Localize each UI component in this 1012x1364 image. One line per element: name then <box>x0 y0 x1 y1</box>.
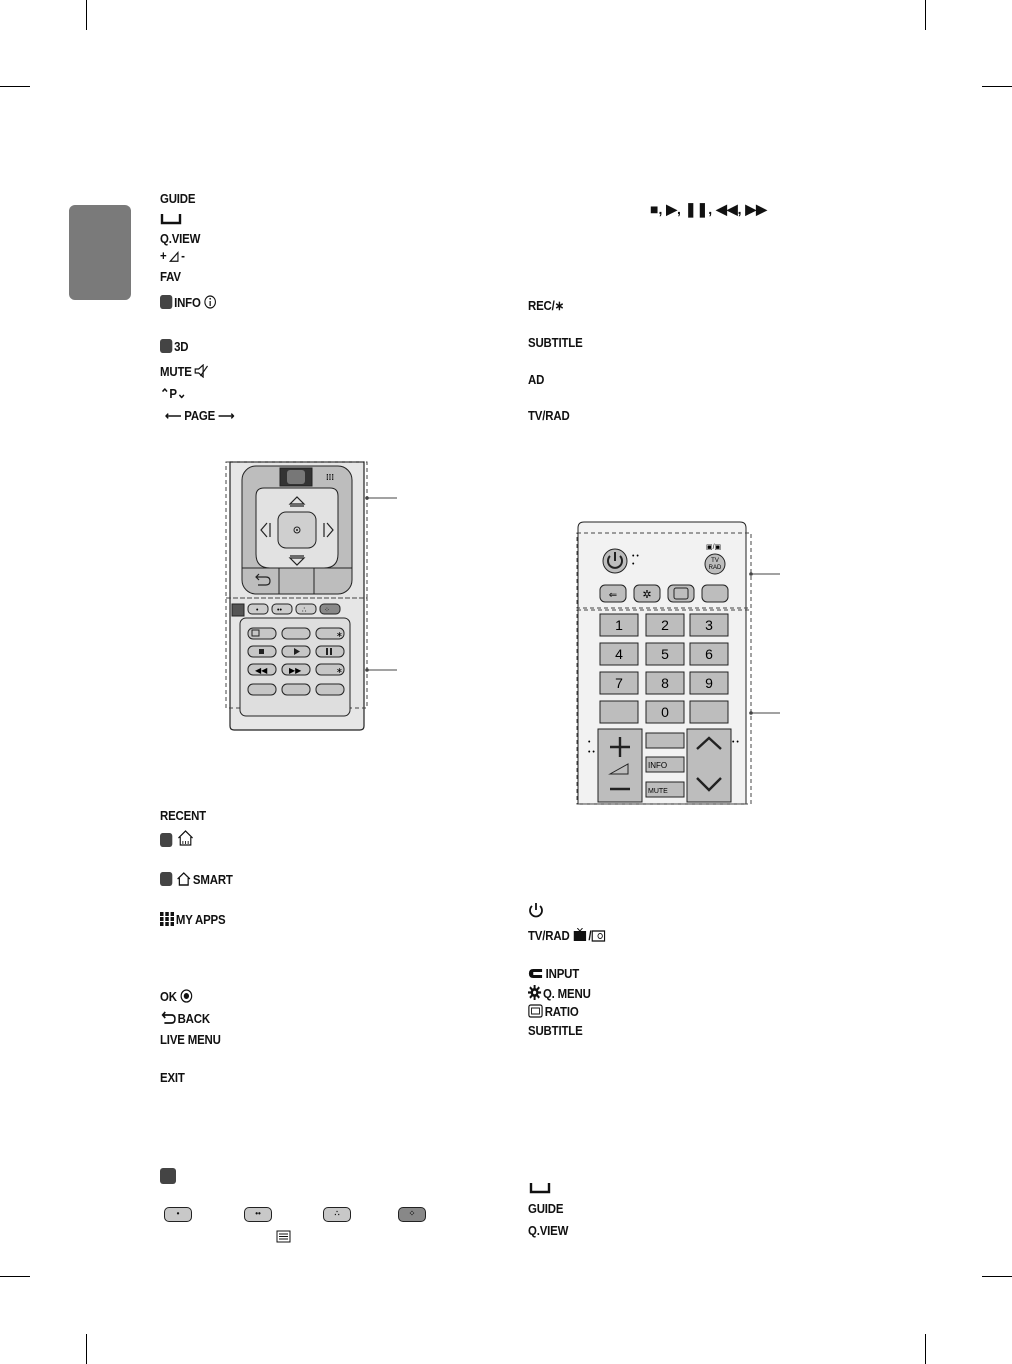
playback-icons: ■, ▶, ❚❚, ◀◀, ▶▶ <box>650 201 767 217</box>
gear-icon: ✲ <box>642 589 652 601</box>
svg-text:∗: ∗ <box>336 630 343 639</box>
color-square <box>160 1168 176 1184</box>
chevron-down-icon: ⌄ <box>176 386 187 401</box>
myapps-label: MY APPS <box>175 912 226 927</box>
smart-row <box>160 872 233 890</box>
color-square <box>160 872 172 886</box>
svg-text:• •: • • <box>632 553 639 560</box>
ratio-label: RATIO <box>544 1004 579 1019</box>
svg-text:◀◀: ◀◀ <box>255 666 268 675</box>
guide-label-2: GUIDE <box>528 1201 564 1216</box>
svg-text:∴: ∴ <box>302 607 307 614</box>
green-button-icon: •• <box>244 1207 272 1222</box>
crop-mark <box>0 1276 30 1277</box>
crop-mark <box>982 1276 1012 1277</box>
crop-mark <box>86 0 87 30</box>
digit-7: 7 <box>615 675 623 691</box>
teletext-icon <box>276 1230 291 1248</box>
mute-row <box>160 364 211 382</box>
ratio-row <box>528 1004 579 1022</box>
svg-text:INFO: INFO <box>648 761 668 770</box>
qmenu-label: Q. MENU <box>542 986 591 1001</box>
red-button-icon: • <box>164 1207 192 1222</box>
subtitle-label-2: SUBTITLE <box>528 1023 583 1038</box>
svg-text:⁘: ⁘ <box>324 607 330 614</box>
svg-text:TV: TV <box>711 558 719 564</box>
power-icon <box>528 902 544 923</box>
mute-label: MUTE <box>160 364 192 379</box>
space-bar-icon <box>160 212 184 230</box>
play-icon: ▶ <box>666 201 678 217</box>
home-icon <box>177 872 191 890</box>
threed-label: 3D <box>174 339 189 354</box>
program-label: P <box>169 386 177 401</box>
digit-3: 3 <box>705 617 713 633</box>
tv-icon <box>573 928 587 946</box>
ratio-icon <box>528 1004 543 1022</box>
digit-6: 6 <box>705 646 713 662</box>
rec-label: REC/∗ <box>528 298 565 313</box>
gear-icon <box>528 985 541 1004</box>
threed-row <box>160 339 188 355</box>
input-row <box>528 966 579 984</box>
myapps-row <box>160 912 225 930</box>
ok-row <box>160 989 194 1007</box>
language-tab <box>69 205 131 300</box>
yellow-button-icon: ∴ <box>323 1207 351 1222</box>
fast-forward-icon: ▶▶ <box>745 201 767 217</box>
color-square <box>160 833 172 847</box>
fav-label: FAV <box>160 269 181 284</box>
speaker-mute-icon <box>195 364 209 382</box>
grid-icon <box>160 912 174 930</box>
crop-mark <box>0 86 30 87</box>
ok-label: OK <box>160 989 177 1004</box>
qview-label-2: Q.VIEW <box>528 1223 569 1238</box>
qmenu-row <box>528 985 591 1004</box>
back-row <box>160 1011 210 1029</box>
info-row <box>160 295 218 313</box>
page-row <box>165 408 234 424</box>
input-icon: ⇐ <box>608 590 618 601</box>
crop-mark <box>982 86 1012 87</box>
crop-mark <box>86 1334 87 1364</box>
back-arrow-icon <box>160 1011 176 1029</box>
radio-icon <box>591 928 605 946</box>
subtitle-label: SUBTITLE <box>528 335 583 350</box>
digit-8: 8 <box>661 675 669 691</box>
svg-text:••: •• <box>277 607 282 614</box>
tvrad-label-2: TV/RAD <box>528 928 570 943</box>
ok-circle-icon <box>180 989 192 1007</box>
pause-icon: ❚❚ <box>684 201 709 217</box>
tv-radio-icon: ▣/▣ <box>706 544 722 551</box>
svg-text:• •: • • <box>588 749 595 756</box>
chevron-up-icon: ⌃ <box>160 386 170 401</box>
svg-text:RAD: RAD <box>708 565 722 571</box>
svg-text:• •: • • <box>732 739 739 746</box>
guide-label: GUIDE <box>160 191 196 206</box>
crop-mark <box>925 0 926 30</box>
digit-4: 4 <box>615 646 623 662</box>
home-row <box>160 829 196 851</box>
svg-text:•: • <box>632 561 635 568</box>
back-label: BACK <box>177 1011 210 1026</box>
home-icon <box>177 829 195 851</box>
exit-label: EXIT <box>160 1070 185 1085</box>
stop-icon: ■ <box>650 201 659 217</box>
input-icon <box>528 967 544 984</box>
remote-illustration-right <box>570 518 790 810</box>
svg-text:∗: ∗ <box>336 666 343 675</box>
svg-text:•: • <box>588 739 591 746</box>
input-label: INPUT <box>545 966 580 981</box>
page-label: PAGE <box>184 408 216 423</box>
volume-label: + ◿ - <box>160 248 185 263</box>
recent-label: RECENT <box>160 808 206 823</box>
digit-1: 1 <box>615 617 623 633</box>
space-bar-icon <box>529 1181 553 1199</box>
crop-mark <box>925 1334 926 1364</box>
color-square <box>160 339 172 353</box>
digit-2: 2 <box>661 617 669 633</box>
smart-label: SMART <box>192 872 233 887</box>
ad-label: AD <box>528 372 545 387</box>
rewind-icon: ◀◀ <box>716 201 738 217</box>
remote-illustration-left <box>222 458 412 733</box>
info-icon <box>204 295 216 313</box>
arrow-left-icon: ⟵ <box>165 408 182 423</box>
svg-text:▶▶: ▶▶ <box>289 666 302 675</box>
svg-text:•: • <box>256 607 259 614</box>
tvrad-row: TV/RAD / <box>528 928 607 946</box>
color-square <box>160 295 172 309</box>
tvrad-label: TV/RAD <box>528 408 570 423</box>
qview-label: Q.VIEW <box>160 231 201 246</box>
svg-text:MUTE: MUTE <box>648 788 668 795</box>
info-label: INFO <box>174 295 201 310</box>
svg-text:⁞⁞⁞: ⁞⁞⁞ <box>326 473 334 482</box>
arrow-right-icon: ⟶ <box>218 408 235 423</box>
digit-5: 5 <box>661 646 669 662</box>
digit-0: 0 <box>661 704 669 720</box>
blue-button-icon: ⁘ <box>398 1207 426 1222</box>
digit-9: 9 <box>705 675 713 691</box>
livemenu-label: LIVE MENU <box>160 1032 221 1047</box>
program-row <box>160 386 186 402</box>
